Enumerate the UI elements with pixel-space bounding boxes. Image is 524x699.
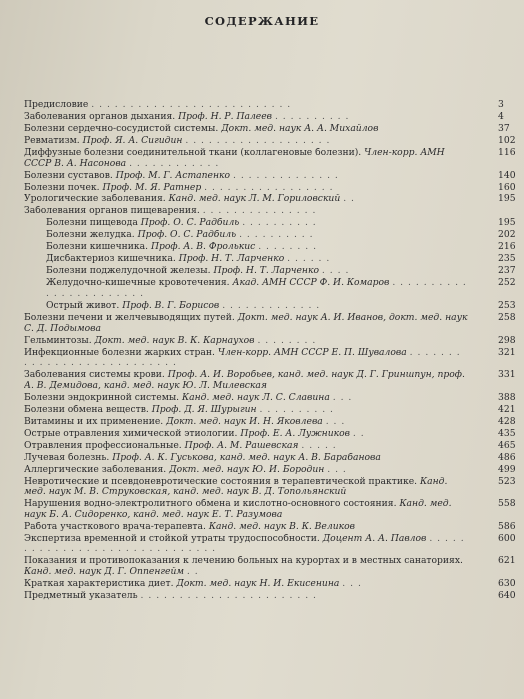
toc-page-number: 216 <box>498 242 516 253</box>
toc-entry-title: Экспертиза временной и стойкой утраты трудоспособности. <box>24 533 320 544</box>
toc-dot-leader: . . . . . . . . . . <box>259 404 334 415</box>
toc-entry <box>24 230 524 241</box>
toc-entry-title: Гельминтозы. <box>24 335 92 346</box>
toc-entry-line <box>24 556 468 577</box>
toc-dot-leader: . . <box>343 194 355 205</box>
toc-entry-line <box>24 579 468 590</box>
toc-dot-leader: . . . . . . . . . . . . . . . . . . . <box>185 135 331 146</box>
toc-entry-author: Проф. Н. Т. Ларченко <box>178 254 285 265</box>
toc-entry-author: Проф. Я. А. Сигидин <box>82 135 183 146</box>
toc-entry-title: Ревматизм. <box>24 135 80 146</box>
toc-entry-title: Болезни обмена веществ. <box>24 404 149 415</box>
toc-entry-author: Проф. В. Г. Борисов <box>122 300 220 311</box>
toc-entry-line <box>46 278 468 299</box>
toc-entry-title: Нарушения водно-электролитного обмена и кислотно-основного состояния. <box>24 499 397 510</box>
toc-entry <box>24 194 524 205</box>
toc-entry-line <box>46 230 468 241</box>
toc-entry <box>24 124 524 135</box>
toc-entry-author: Докт. мед. наук Ю. И. Бородин <box>169 464 325 475</box>
toc-page-number: 4 <box>498 111 504 122</box>
toc-entry-title: Невротические и псевдоневротические состояния в терапевтической практике. <box>24 476 418 487</box>
toc-entry-line <box>24 194 468 205</box>
toc-entry-author: Проф. М. Г. Астапенко <box>115 170 231 181</box>
toc-page-number: 235 <box>498 254 516 265</box>
toc-page-number: 640 <box>498 590 516 601</box>
toc-dot-leader: . . . . . . . . . . . . . . . . . . . . . . . . . . . . . . <box>24 533 465 555</box>
toc-entry-line <box>24 591 468 602</box>
toc-entry-author: Проф. О. С. Радбиль <box>137 230 237 241</box>
toc-page-number: 331 <box>498 370 516 381</box>
toc-entry-author: Проф. Н. Т. Ларченко <box>213 266 319 277</box>
toc-dot-leader: . . . . . . . . . . . . . . <box>233 170 339 181</box>
toc-entry-title: Болезни печени и желчевыводящих путей. <box>24 312 235 323</box>
toc-page-number: 116 <box>498 147 516 158</box>
toc-dot-leader: . . . <box>327 464 347 475</box>
toc-entry-author: Проф. Д. Я. Шурыгин <box>151 404 257 415</box>
toc-entry-author: Проф. О. С. Радбиль <box>140 218 240 229</box>
toc-dot-leader: . . . . . . . . . . . . . . . . . . . . . . . . . . <box>91 100 292 110</box>
toc-entry-line <box>24 124 468 135</box>
toc-entry <box>24 499 524 520</box>
toc-entry-line <box>46 242 468 253</box>
toc-entry-line <box>24 136 468 147</box>
toc-page-number: 523 <box>498 476 516 487</box>
toc-entry-title: Болезни кишечника. <box>46 242 149 253</box>
toc-entry-title: Желудочно-кишечные кровотечения. <box>46 278 230 289</box>
toc-entry <box>24 556 524 577</box>
toc-entry <box>24 534 524 555</box>
toc-page-number: 321 <box>498 347 516 358</box>
toc-page-number: 465 <box>498 440 516 451</box>
toc-entry-author: Проф. А. М. Рашевская <box>184 440 299 451</box>
toc-dot-leader: . . . . . <box>301 440 337 451</box>
toc-dot-leader: . . . . . . . . . . <box>274 111 350 122</box>
toc-entry-title: Острый живот. <box>46 300 120 311</box>
toc-entry-author: Докт. мед. наук А. И. Иванов, докт. мед. наук С. Д. Подымова <box>24 312 468 334</box>
toc-page-number: 160 <box>498 182 516 193</box>
toc-entry-line <box>24 453 468 464</box>
toc-dot-leader: . . . <box>325 416 346 427</box>
toc-page-number: 252 <box>498 278 516 289</box>
toc-entry-title: Заболевания органов дыхания. <box>24 111 176 122</box>
toc-entry-title: Предисловие <box>24 100 89 110</box>
toc-entry-title: Заболевания системы крови. <box>24 370 165 381</box>
toc-page-number: 298 <box>498 335 516 346</box>
toc-entry <box>24 136 524 147</box>
toc-page-number: 237 <box>498 266 516 277</box>
toc-entry-title: Острые отравления химической этиологии. <box>24 428 238 439</box>
toc-page-number: 600 <box>498 533 516 544</box>
toc-page-number: 621 <box>498 556 516 567</box>
toc-entry <box>24 278 524 299</box>
toc-entry <box>24 441 524 452</box>
toc-entry-title: Краткая характеристика диет. <box>24 578 174 589</box>
toc-entry-line <box>24 206 468 217</box>
page-title: СОДЕРЖАНИЕ <box>204 14 320 28</box>
toc-entry-author: Докт. мед. наук А. А. Михайлов <box>221 123 379 134</box>
toc-entry-author: Докт. мед. наук В. К. Карнаухов <box>94 335 255 346</box>
toc-entry <box>24 148 524 169</box>
toc-dot-leader: . . . . . . . . . . . . . . . <box>202 206 317 217</box>
toc-entry-title: Заболевания органов пищеварения. <box>24 206 200 217</box>
toc-dot-leader: . . . . . . . . . . . . . . . . . . . . . . . <box>140 590 317 601</box>
toc-entry-author: Канд. мед. наук Д. Г. Оппенгейм <box>24 565 184 577</box>
toc-entry-title: Витамины и их применение. <box>24 416 164 427</box>
toc-dot-leader: . . . . . . . . . . . . . . . . . . . . . . . <box>46 278 467 299</box>
toc-entry <box>24 336 524 347</box>
toc-entry <box>24 100 524 111</box>
toc-entry-author: Канд. мед. наук М. В. Струковская, канд. мед. наук В. Д. Топольянский <box>24 476 448 498</box>
toc-entry-line <box>24 370 468 391</box>
toc-page-number: 499 <box>498 464 516 475</box>
toc-entry <box>24 465 524 476</box>
toc-entry-author: Докт. мед. наук Н. И. Екисенина <box>176 578 340 589</box>
toc-page-number: 3 <box>498 100 504 110</box>
toc-entry-title: Болезни суставов. <box>24 170 113 181</box>
toc-entry-line <box>24 313 468 334</box>
toc-entry-title: Болезни почек. <box>24 182 100 193</box>
toc-entry-title: Болезни желудка. <box>46 230 135 241</box>
toc-entry <box>24 183 524 194</box>
toc-entry <box>24 522 524 533</box>
toc-entry-author: Член-корр. АМН СССР В. А. Насонова <box>24 147 445 169</box>
toc-page-number: 140 <box>498 170 516 181</box>
toc-entry-line <box>46 254 468 265</box>
toc-entry-title: Предметный указатель <box>24 590 138 601</box>
toc-dot-leader: . . . . . . . . . . . . . . . . . <box>204 182 334 193</box>
toc-entry <box>24 405 524 416</box>
toc-entry <box>24 591 524 602</box>
toc-entry-line <box>24 465 468 476</box>
toc-entry-title: Отравления профессиональные. <box>24 440 182 451</box>
toc-entry-author: Проф. Н. Р. Палеев <box>178 111 273 122</box>
toc-entry <box>24 171 524 182</box>
toc-entry-line <box>24 522 468 533</box>
toc-entry <box>24 417 524 428</box>
toc-entry-author: Проф. А. И. Воробьев, канд. мед. наук Д. Г. Гриншпун, проф. А. В. Демидова, канд. мед. наук Ю. Л. Милевская <box>24 370 465 391</box>
toc-entry-title: Инфекционные болезни жарких стран. <box>24 347 215 358</box>
toc-entry-line <box>24 148 468 169</box>
toc-page-number: 253 <box>498 300 516 311</box>
toc-entry <box>24 218 524 229</box>
toc-entry <box>24 453 524 464</box>
toc-dot-leader: . . . . . . . . <box>257 335 317 346</box>
toc-entry-line <box>46 266 468 277</box>
toc-entry-title: Дисбактериоз кишечника. <box>46 254 176 265</box>
toc-entry-line <box>24 477 468 498</box>
toc-entry-line <box>24 499 468 520</box>
toc-dot-leader: . . . . . . . . . . . . <box>129 157 220 169</box>
toc-dot-leader: . . . <box>332 392 353 403</box>
toc-dot-leader: . . . . . . . . . . <box>242 218 317 229</box>
toc-entry <box>24 206 524 217</box>
toc-dot-leader: . . <box>186 565 199 577</box>
toc-entry <box>24 313 524 334</box>
toc-entry-line <box>24 429 468 440</box>
toc-entry-author: Канд. мед. наук Б. А. Сидоренко, канд. мед. наук Е. Т. Разумова <box>24 499 452 520</box>
toc-entry-author: Проф. М. Я. Ратнер <box>102 182 202 193</box>
toc-entry-line <box>24 441 468 452</box>
toc-entry <box>24 112 524 123</box>
toc-entry-line <box>24 112 468 123</box>
toc-page-number: 202 <box>498 230 516 241</box>
toc-page-number: 558 <box>498 499 516 510</box>
toc-entry-title: Болезни сердечно-сосудистой системы. <box>24 123 219 134</box>
toc-dot-leader: . . . . . . . . . . . . . <box>222 300 321 311</box>
toc-page-number: 102 <box>498 135 516 146</box>
toc-entry-line <box>24 171 468 182</box>
toc-entry <box>24 579 524 590</box>
toc-entry-author: Акад. АМН СССР Ф. И. Комаров <box>232 278 390 289</box>
toc-entry-title: Работа участкового врача-терапевта. <box>24 521 206 532</box>
toc-page-number: 586 <box>498 521 516 532</box>
toc-dot-leader: . . . . . . . . . . . . . . . . . . . . . . . . . . . <box>24 347 461 369</box>
toc-entry <box>24 370 524 391</box>
toc-entry-author: Член-корр. АМН СССР Е. П. Шувалова <box>217 347 407 358</box>
toc-entry-title: Болезни поджелудочной железы. <box>46 266 211 277</box>
toc-entry-line <box>24 534 468 555</box>
toc-entry-line <box>24 405 468 416</box>
toc-page-number: 258 <box>498 312 516 323</box>
toc-dot-leader: . . <box>352 428 365 439</box>
toc-entry-author: Канд. мед. наук Л. С. Славина <box>182 392 330 403</box>
toc-entry-title: Урологические заболевания. <box>24 194 166 205</box>
toc-entry <box>24 393 524 404</box>
toc-entry-title: Диффузные болезни соединительной ткани (коллагеновые болезни). <box>24 147 362 158</box>
toc-entry-author: Проф. А. К. Гуськова, канд. мед. наук А. В. Барабанова <box>112 452 381 463</box>
toc-entry-author: Проф. А. В. Фролькис <box>150 242 256 253</box>
toc-entry-line <box>46 301 468 312</box>
toc-entry <box>24 477 524 498</box>
toc-entry-line <box>24 417 468 428</box>
toc-entry-title: Аллергические заболевания. <box>24 464 167 475</box>
toc-entry-title: Лучевая болезнь. <box>24 452 110 463</box>
toc-entry-line <box>24 183 468 194</box>
toc-entry-line <box>24 100 468 111</box>
toc-page-number: 195 <box>498 218 516 229</box>
toc-page-number: 37 <box>498 123 510 134</box>
toc-entry-author: Докт. мед. наук И. Н. Яковлева <box>166 416 323 427</box>
toc-entry-line <box>24 393 468 404</box>
toc-dot-leader: . . . . . . <box>287 254 331 265</box>
toc-entry <box>24 301 524 312</box>
toc-dot-leader: . . . . . . . . . . <box>239 230 314 241</box>
toc-entry-author: Канд. мед. наук Л. М. Гориловский <box>168 194 341 205</box>
toc-dot-leader: . . . <box>342 578 362 589</box>
toc-entry-line <box>46 218 468 229</box>
toc-page-number: 435 <box>498 428 516 439</box>
toc-entry <box>24 348 524 369</box>
toc-entry-line <box>24 348 468 369</box>
table-of-contents <box>24 100 524 603</box>
toc-page-number: 630 <box>498 578 516 589</box>
toc-entry <box>24 242 524 253</box>
toc-page-number: 388 <box>498 392 516 403</box>
toc-entry <box>24 429 524 440</box>
toc-entry-title: Болезни эндокринной системы. <box>24 392 180 403</box>
toc-dot-leader: . . . . <box>321 266 350 277</box>
toc-page-number: 195 <box>498 194 516 205</box>
toc-entry <box>24 266 524 277</box>
toc-entry-author: Доцент А. А. Павлов <box>322 533 427 544</box>
toc-dot-leader: . . . . . . . . <box>258 242 317 253</box>
toc-entry <box>24 254 524 265</box>
toc-entry-line <box>24 336 468 347</box>
toc-page-number: 421 <box>498 404 516 415</box>
toc-entry-title: Показания и противопоказания к лечению больных на курортах и в местных санаториях. <box>24 556 463 567</box>
toc-entry-title: Болезни пищевода <box>46 218 138 229</box>
toc-page-number: 486 <box>498 452 516 463</box>
toc-page-number: 428 <box>498 416 516 427</box>
toc-entry-author: Канд. мед. наук В. К. Великов <box>208 521 355 532</box>
toc-entry-author: Проф. Е. А. Лужников <box>240 428 350 439</box>
